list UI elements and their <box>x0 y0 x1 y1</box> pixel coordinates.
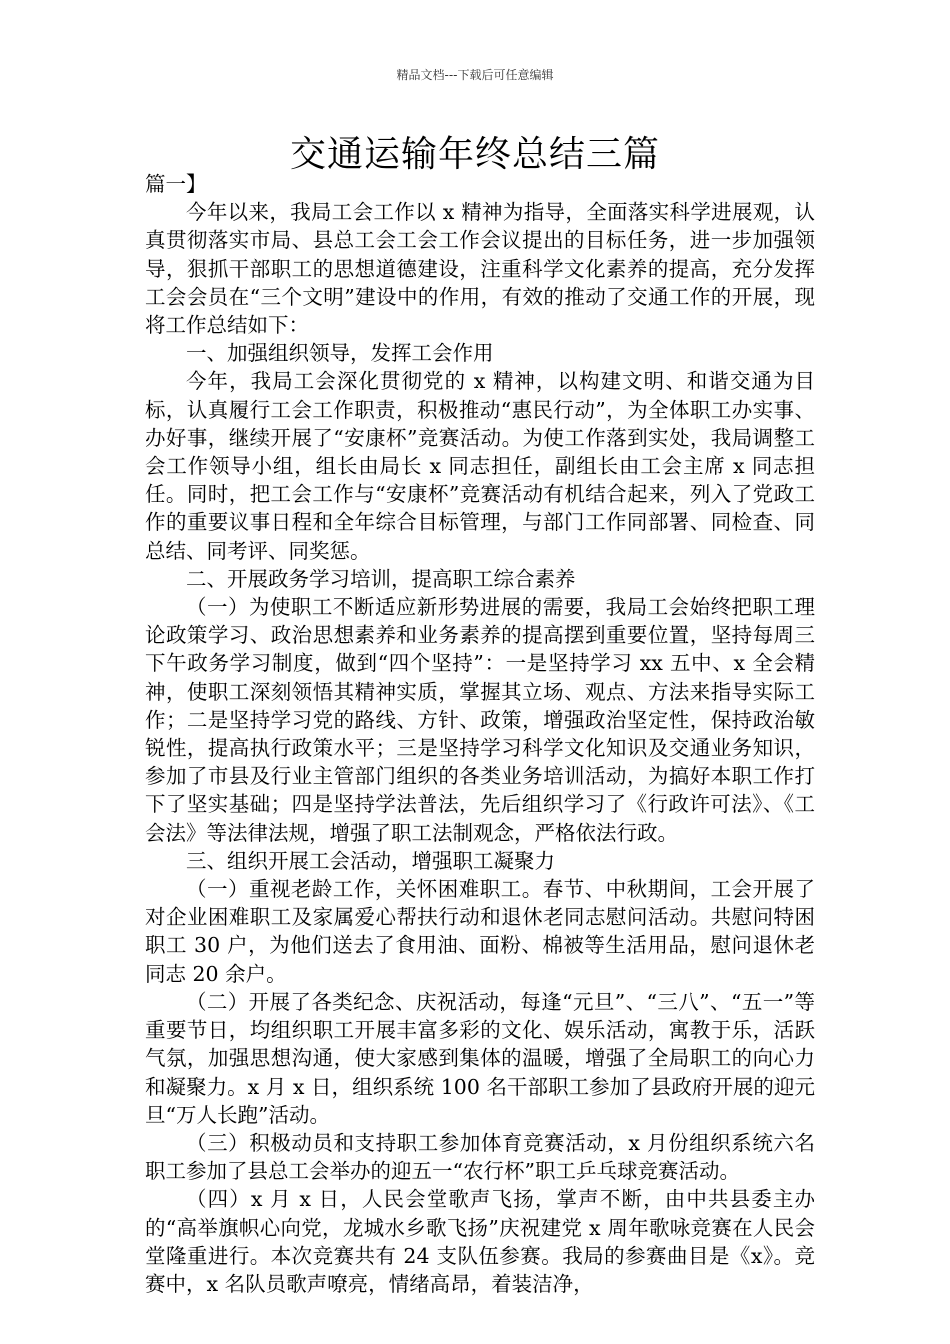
paragraph: （四）x 月 x 日，人民会堂歌声飞扬，掌声不断，由中共县委主办的“高举旗帜心向党，龙城水乡歌飞扬”庆祝建党 x 周年歌咏竞赛在人民会堂隆重进行。本次竞赛共有 24 支队伍参赛。我局的参赛曲目是《x》。竞赛中，x 名队员歌声嘹亮，情绪高昂，着装洁净， <box>145 1187 815 1296</box>
paragraph: 今年以来，我局工会工作以 x 精神为指导，全面落实科学进展观，认真贯彻落实市局、县总工会工会工作会议提出的目标任务，进一步加强领导，狠抓干部职工的思想道德建设，注重科学文化素养的提高，充分发挥工会会员在“三个文明”建设中的作用，有效的推动了交通工作的开展，现将工作总结如下： <box>145 200 815 338</box>
document-body <box>145 170 815 1298</box>
document-title: 交通运输年终总结三篇 <box>289 134 660 175</box>
paragraph: （一）为使职工不断适应新形势进展的需要，我局工会始终把职工理论政策学习、政治思想素养和业务素养的提高摆到重要位置，坚持每周三下午政务学习制度，做到“四个坚持”：一是坚持学习 xx 五中、x 全会精神，使职工深刻领悟其精神实质，掌握其立场、观点、方法来指导实际工作；二是坚持学习党的路线、方针、政策，增强政治坚定性，保持政治敏锐性，提高执行政策水平；三是坚持学习科学文化知识及交通业务知识，参加了市县及行业主管部门组织的各类业务培训活动，为搞好本职工作打下了坚实基础；四是坚持学法普法，先后组织学习了《行政许可法》、《工会法》等法律法规，增强了职工法制观念，严格依法行政。 <box>145 595 815 845</box>
paragraph: （一）重视老龄工作，关怀困难职工。春节、中秋期间，工会开展了对企业困难职工及家属爱心帮扶行动和退休老同志慰问活动。共慰问特困职工 30 户，为他们送去了食用油、面粉、棉被等生活用品，慰问退休老同志 20 余户。 <box>145 877 815 986</box>
paragraph: （三）积极动员和支持职工参加体育竞赛活动，x 月份组织系统六名职工参加了县总工会举办的迎五一“农行杯”职工乒乓球竞赛活动。 <box>145 1130 815 1184</box>
section-heading: 三、组织开展工会活动，增强职工凝聚力 <box>186 848 555 873</box>
section-heading: 二、开展政务学习培训，提高职工综合素养 <box>186 566 576 591</box>
paragraph: （二）开展了各类纪念、庆祝活动，每逢“元旦”、“三八”、“五一”等重要节日，均组织职工开展丰富多彩的文化、娱乐活动，寓教于乐，活跃气氛，加强思想沟通，使大家感到集体的温暖，增强了全局职工的向心力和凝聚力。x 月 x 日，组织系统 100 名干部职工参加了县政府开展的迎元旦“万人长跑”活动。 <box>145 989 815 1127</box>
paragraph: 今年，我局工会深化贯彻党的 x 精神，以构建文明、和谐交通为目标，认真履行工会工作职责，积极推动“惠民行动”，为全体职工办实事、办好事，继续开展了“安康杯”竞赛活动。为使工作落到实处，我局调整工会工作领导小组，组长由局长 x 同志担任，副组长由工会主席 x 同志担任。同时，把工会工作与“安康杯”竞赛活动有机结合起来，列入了党政工作的重要议事日程和全年综合目标管理，与部门工作同部署、同检查、同总结、同考评、同奖惩。 <box>145 369 815 563</box>
header-note: 精品文档---下载后可任意编辑 <box>396 68 554 82</box>
part-label: 篇一】 <box>145 172 207 196</box>
section-heading: 一、加强组织领导，发挥工会作用 <box>186 341 494 366</box>
